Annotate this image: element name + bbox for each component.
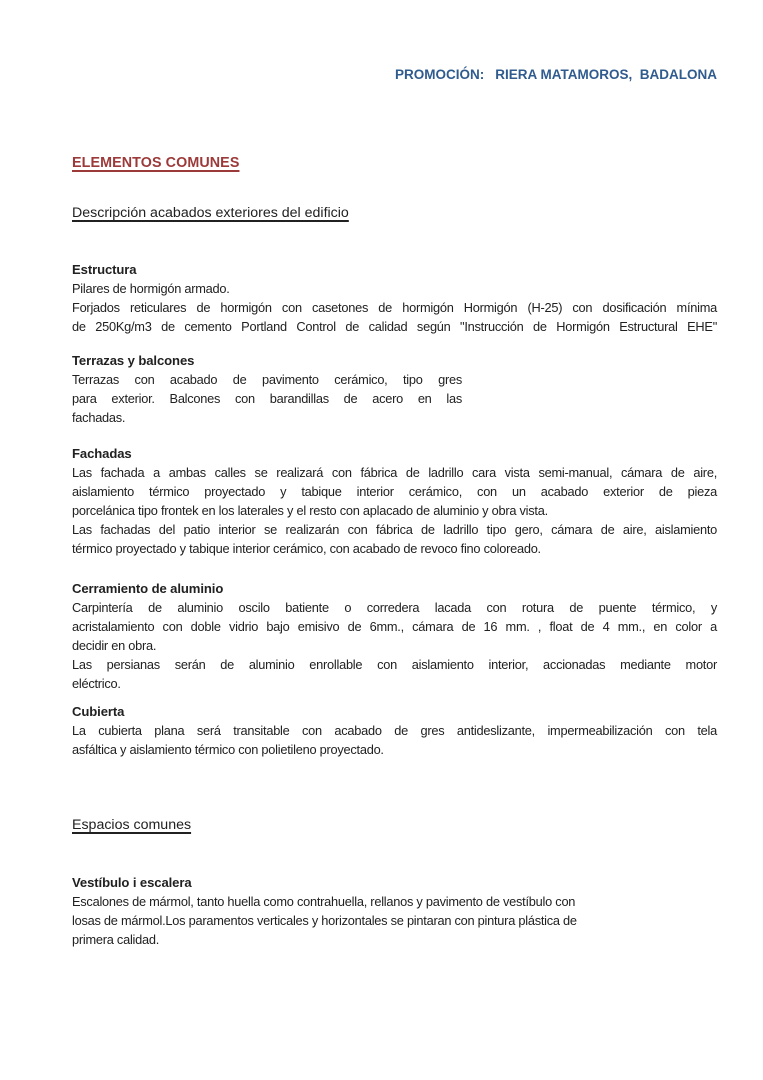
text-line: Forjados reticulares de hormigón con casetones de hormigón Hormigón (H-25) con dosificación mínima [72, 300, 717, 315]
section-heading-fachadas: Fachadas [72, 446, 132, 461]
text-line: Pilares de hormigón armado. [72, 281, 230, 296]
subtitle-espacios-comunes: Espacios comunes [72, 817, 192, 833]
section-fachadas [72, 444, 717, 558]
section-terrazas [72, 351, 717, 427]
section-heading-vestibulo: Vestíbulo i escalera [72, 875, 192, 890]
section-heading-estructura: Estructura [72, 262, 137, 277]
paragraph [72, 655, 717, 693]
text-line: acristalamiento con doble vidrio bajo emisivo de 6mm., cámara de 16 mm. , float de 4 mm., en color a [72, 619, 717, 634]
text-line: Escalones de mármol, tanto huella como contrahuella, rellanos y pavimento de vestíbulo con [72, 894, 576, 909]
text-line: térmico proyectado y tabique interior cerámico, con acabado de revoco fino coloreado. [72, 541, 541, 556]
text-line: primera calidad. [72, 932, 160, 947]
text-line: losas de mármol.Los paramentos verticales y horizontales se pintaran con pintura plástica de [72, 913, 577, 928]
paragraph [72, 520, 717, 558]
section-estructura [72, 260, 717, 336]
text-line: Las persianas serán de aluminio enrollable con aislamiento interior, accionadas mediante motor [72, 657, 717, 672]
paragraph [72, 721, 717, 759]
text-line: Carpintería de aluminio oscilo batiente o corredera lacada con rotura de puente térmico, y [72, 600, 717, 615]
paragraph [72, 279, 717, 298]
subtitle-exteriores: Descripción acabados exteriores del edificio [72, 205, 349, 221]
paragraph [72, 892, 717, 949]
section-heading-terrazas: Terrazas y balcones [72, 353, 195, 368]
text-line: Las fachadas del patio interior se realizarán con fábrica de ladrillo tipo gero, cámara de aire, aislamiento [72, 522, 717, 537]
text-line: de 250Kg/m3 de cemento Portland Control de calidad según "Instrucción de Hormigón Estructural EHE" [72, 319, 717, 334]
paragraph [72, 463, 717, 520]
section-heading-cerramiento: Cerramiento de aluminio [72, 581, 224, 596]
text-line: asfáltica y aislamiento térmico con polietileno proyectado. [72, 742, 384, 757]
text-line: decidir en obra. [72, 638, 157, 653]
promotion-label: PROMOCIÓN: [395, 67, 485, 82]
paragraph [72, 598, 717, 655]
text-line: porcelánica tipo frontek en los laterales y el resto con aplacado de aluminio y obra vista. [72, 503, 548, 518]
text-line: La cubierta plana será transitable con acabado de gres antideslizante, impermeabilización con tela [72, 723, 717, 738]
promotion-header [380, 46, 722, 103]
text-line: aislamiento térmico proyectado y tabique interior cerámico, con un acabado exterior de pieza [72, 484, 717, 499]
section-cerramiento [72, 579, 717, 693]
text-line: Terrazas con acabado de pavimento cerámico, tipo gres [72, 372, 462, 387]
text-line: Las fachada a ambas calles se realizará con fábrica de ladrillo cara vista semi-manual, cámara de aire, [72, 465, 717, 480]
text-line: para exterior. Balcones con barandillas de acero en las [72, 391, 462, 406]
paragraph [72, 298, 717, 336]
section-vestibulo [72, 873, 717, 949]
promotion-value: RIERA MATAMOROS, BADALONA [495, 67, 718, 82]
paragraph [72, 370, 462, 427]
doc-title: ELEMENTOS COMUNES [72, 155, 240, 171]
text-line: fachadas. [72, 410, 126, 425]
section-heading-cubierta: Cubierta [72, 704, 125, 719]
text-line: eléctrico. [72, 676, 121, 691]
section-cubierta [72, 702, 717, 759]
